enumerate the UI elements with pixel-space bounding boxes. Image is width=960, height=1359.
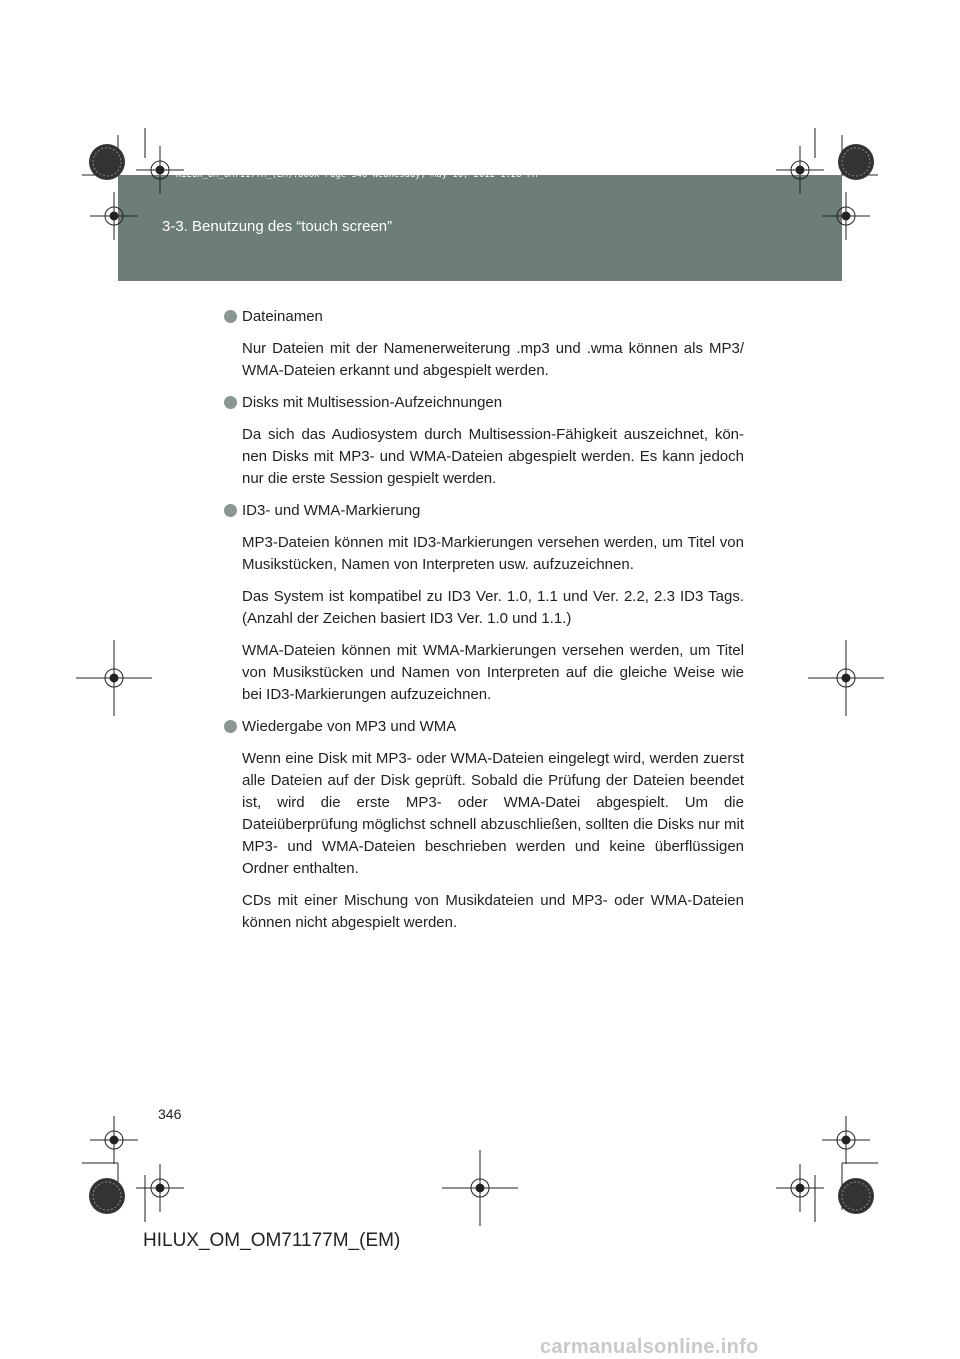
- crosshair-upper-left: [90, 192, 138, 240]
- list-item: [224, 306, 744, 382]
- crosshair-lower-right: [822, 1116, 870, 1164]
- paragraph: Wenn eine Disk mit MP3- oder WMA-Dateien eingelegt wird, werden zuerst alle Dateien auf der Disk geprüft. Sobald die Prüfung der Dateien beendet ist, wird die erste MP3- oder WMA-Datei abgespielt. Um die Dateiüberprüfung möglichst schnell abzuschließen, sollten die Disks nur mit MP3- und WMA-Dateien beschrieben werden und keine überflüssigen Ordner enthalten.: [242, 750, 744, 877]
- item-title: Disks mit Multisession-Aufzeichnungen: [242, 394, 503, 411]
- starburst-top-right: [838, 144, 874, 180]
- content-area: [224, 306, 744, 944]
- crosshair-upper-right: [822, 192, 870, 240]
- list-item: [224, 392, 744, 490]
- bullet-icon: [224, 720, 237, 733]
- crosshair-top-left: [136, 146, 184, 194]
- crosshair-bottom-center: [442, 1150, 518, 1226]
- starburst-bottom-left: [89, 1178, 125, 1214]
- paragraph: Das System ist kompatibel zu ID3 Ver. 1.0, 1.1 und Ver. 2.2, 2.3 ID3 Tags. (Anzahl der Zeichen basiert ID3 Ver. 1.0 und 1.1.): [242, 588, 744, 627]
- crosshair-mid-right: [808, 640, 884, 716]
- starburst-bottom-right: [838, 1178, 874, 1214]
- book-stamp: HILUX_OM_OM71177M_(EM).book Page 346 Wednesday, May 16, 2012 1:28 PM: [176, 170, 538, 180]
- section-title: 3-3. Benutzung des “touch screen”: [162, 218, 393, 235]
- document-code: HILUX_OM_OM71177M_(EM): [143, 1230, 401, 1251]
- item-title: Wiedergabe von MP3 und WMA: [242, 718, 457, 735]
- site-watermark: carmanualsonline.info: [540, 1336, 759, 1358]
- crosshair-bottom-left: [136, 1164, 184, 1212]
- crosshair-lower-left: [90, 1116, 138, 1164]
- item-title: ID3- und WMA-Markierung: [242, 502, 421, 519]
- paragraph: MP3-Dateien können mit ID3-Markierungen versehen werden, um Titel von Musikstücken, Namen von Interpreten usw. aufzuzeichnen.: [242, 534, 744, 573]
- crosshair-bottom-right: [776, 1164, 824, 1212]
- crosshair-mid-left: [76, 640, 152, 716]
- crosshair-top-right: [776, 146, 824, 194]
- list-item: [224, 500, 744, 706]
- paragraph: Da sich das Audiosystem durch Multisession-Fähigkeit auszeichnet, kön-nen Disks mit MP3- und WMA-Dateien abgespielt werden. Es kann jedoch nur die erste Session gespielt werden.: [242, 426, 744, 487]
- paragraph: WMA-Dateien können mit WMA-Markierungen versehen werden, um Titel von Musikstücken und Namen von Interpreten auf die gleiche Weise wie bei ID3-Markierungen aufzuzeichnen.: [242, 642, 744, 703]
- paragraph: CDs mit einer Mischung von Musikdateien und MP3- oder WMA-Dateien können nicht abgespielt werden.: [242, 892, 744, 931]
- bullet-icon: [224, 396, 237, 409]
- item-title: Dateinamen: [242, 308, 323, 325]
- list-item: [224, 716, 744, 934]
- starburst-top-left: [89, 144, 125, 180]
- bullet-icon: [224, 310, 237, 323]
- bullet-icon: [224, 504, 237, 517]
- page-number: 346: [158, 1106, 182, 1122]
- paragraph: Nur Dateien mit der Namenerweiterung .mp3 und .wma können als MP3/ WMA-Dateien erkannt und abgespielt werden.: [242, 340, 744, 379]
